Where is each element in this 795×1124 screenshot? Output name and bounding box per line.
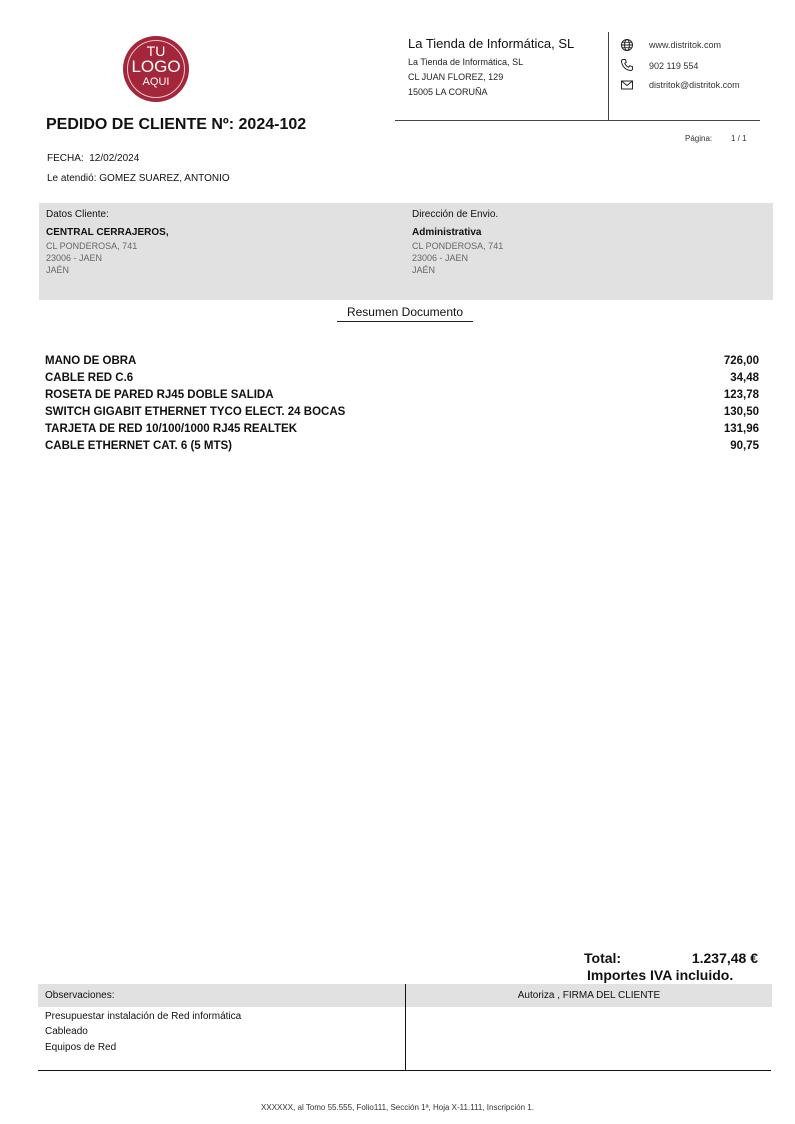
total-value: 1.237,48 €	[691, 950, 758, 966]
client-address: CL PONDEROSA, 741	[46, 241, 138, 251]
observation-line: Equipos de Red	[45, 1042, 117, 1053]
page-label: Página:	[685, 134, 713, 143]
header-vertical-divider	[608, 32, 609, 120]
shipping-city: 23006 - JAEN	[412, 253, 469, 263]
logo-text-line3: AQUI	[142, 76, 170, 88]
list-item	[45, 370, 759, 387]
footer-vertical-divider	[405, 984, 406, 1070]
client-city: 23006 - JAEN	[46, 253, 103, 263]
list-item	[45, 353, 759, 370]
item-description: TARJETA DE RED 10/100/1000 RJ45 REALTEK	[45, 423, 298, 435]
phone-icon	[620, 58, 634, 72]
observations-header	[38, 984, 405, 1007]
footer-bottom-line	[38, 1070, 771, 1071]
list-item	[45, 421, 759, 438]
total-label: Total:	[584, 950, 622, 966]
item-amount: 130,50	[723, 406, 759, 418]
client-name: CENTRAL CERRAJEROS,	[46, 227, 169, 238]
shipping-province: JAÉN	[412, 265, 436, 275]
list-item	[45, 404, 759, 421]
observations-label: Observaciones:	[45, 990, 115, 1001]
attended-label: Le atendió:	[47, 173, 97, 184]
item-description: ROSETA DE PARED RJ45 DOBLE SALIDA	[45, 389, 274, 401]
company-logo	[123, 36, 189, 102]
mail-icon	[620, 78, 634, 92]
item-description: CABLE ETHERNET CAT. 6 (5 MTS)	[45, 440, 232, 452]
company-phone: 902 119 554	[649, 61, 699, 71]
date-value: 12/02/2024	[89, 153, 140, 164]
shipping-address: CL PONDEROSA, 741	[412, 241, 504, 251]
summary-title: Resumen Documento	[337, 305, 473, 322]
shipping-label: Dirección de Envio.	[412, 209, 499, 220]
item-amount: 726,00	[723, 355, 759, 367]
list-item	[45, 387, 759, 404]
item-amount: 90,75	[730, 440, 759, 452]
company-city: 15005 LA CORUÑA	[408, 87, 488, 97]
client-box	[39, 203, 773, 300]
attended-value: GOMEZ SUAREZ, ANTONIO	[99, 173, 230, 184]
items-list	[45, 353, 759, 455]
company-website: www.distritok.com	[649, 40, 722, 50]
date-label: FECHA:	[47, 153, 84, 164]
globe-icon	[620, 38, 634, 52]
company-street: CL JUAN FLOREZ, 129	[408, 72, 504, 82]
company-email: distritok@distritok.com	[649, 80, 740, 90]
item-amount: 123,78	[723, 389, 759, 401]
observation-line: Presupuestar instalación de Red informática	[45, 1011, 242, 1022]
observation-line: Cableado	[45, 1026, 88, 1037]
shipping-name: Administrativa	[412, 227, 482, 238]
document-date	[47, 153, 139, 164]
document-title: PEDIDO DE CLIENTE Nº: 2024-102	[46, 116, 307, 133]
client-province: JAÉN	[46, 265, 70, 275]
item-amount: 131,96	[723, 423, 759, 435]
company-name: La Tienda de Informática, SL	[408, 36, 575, 51]
company-legal-name: La Tienda de Informática, SL	[408, 57, 524, 67]
item-amount: 34,48	[730, 372, 759, 384]
item-description: SWITCH GIGABIT ETHERNET TYCO ELECT. 24 BOCAS	[45, 406, 346, 418]
item-description: MANO DE OBRA	[45, 355, 137, 367]
signature-label: Autoriza , FIRMA DEL CLIENTE	[517, 990, 661, 1001]
logo-text-line1: TU	[146, 43, 166, 59]
vat-note: Importes IVA incluido.	[587, 967, 734, 983]
client-label: Datos Cliente:	[46, 209, 109, 220]
legal-registry-text: XXXXXX, al Tomo 55.555, Folio111, Sección 1ª, Hoja X-11.111, Inscripción 1.	[261, 1103, 534, 1112]
item-description: CABLE RED C.6	[45, 372, 134, 384]
page-number: 1 / 1	[731, 134, 747, 143]
logo-text-line2: LOGO	[131, 57, 181, 76]
signature-header	[406, 984, 772, 1007]
header-horizontal-divider	[395, 120, 760, 121]
list-item	[45, 438, 759, 455]
attended-by	[47, 173, 230, 184]
